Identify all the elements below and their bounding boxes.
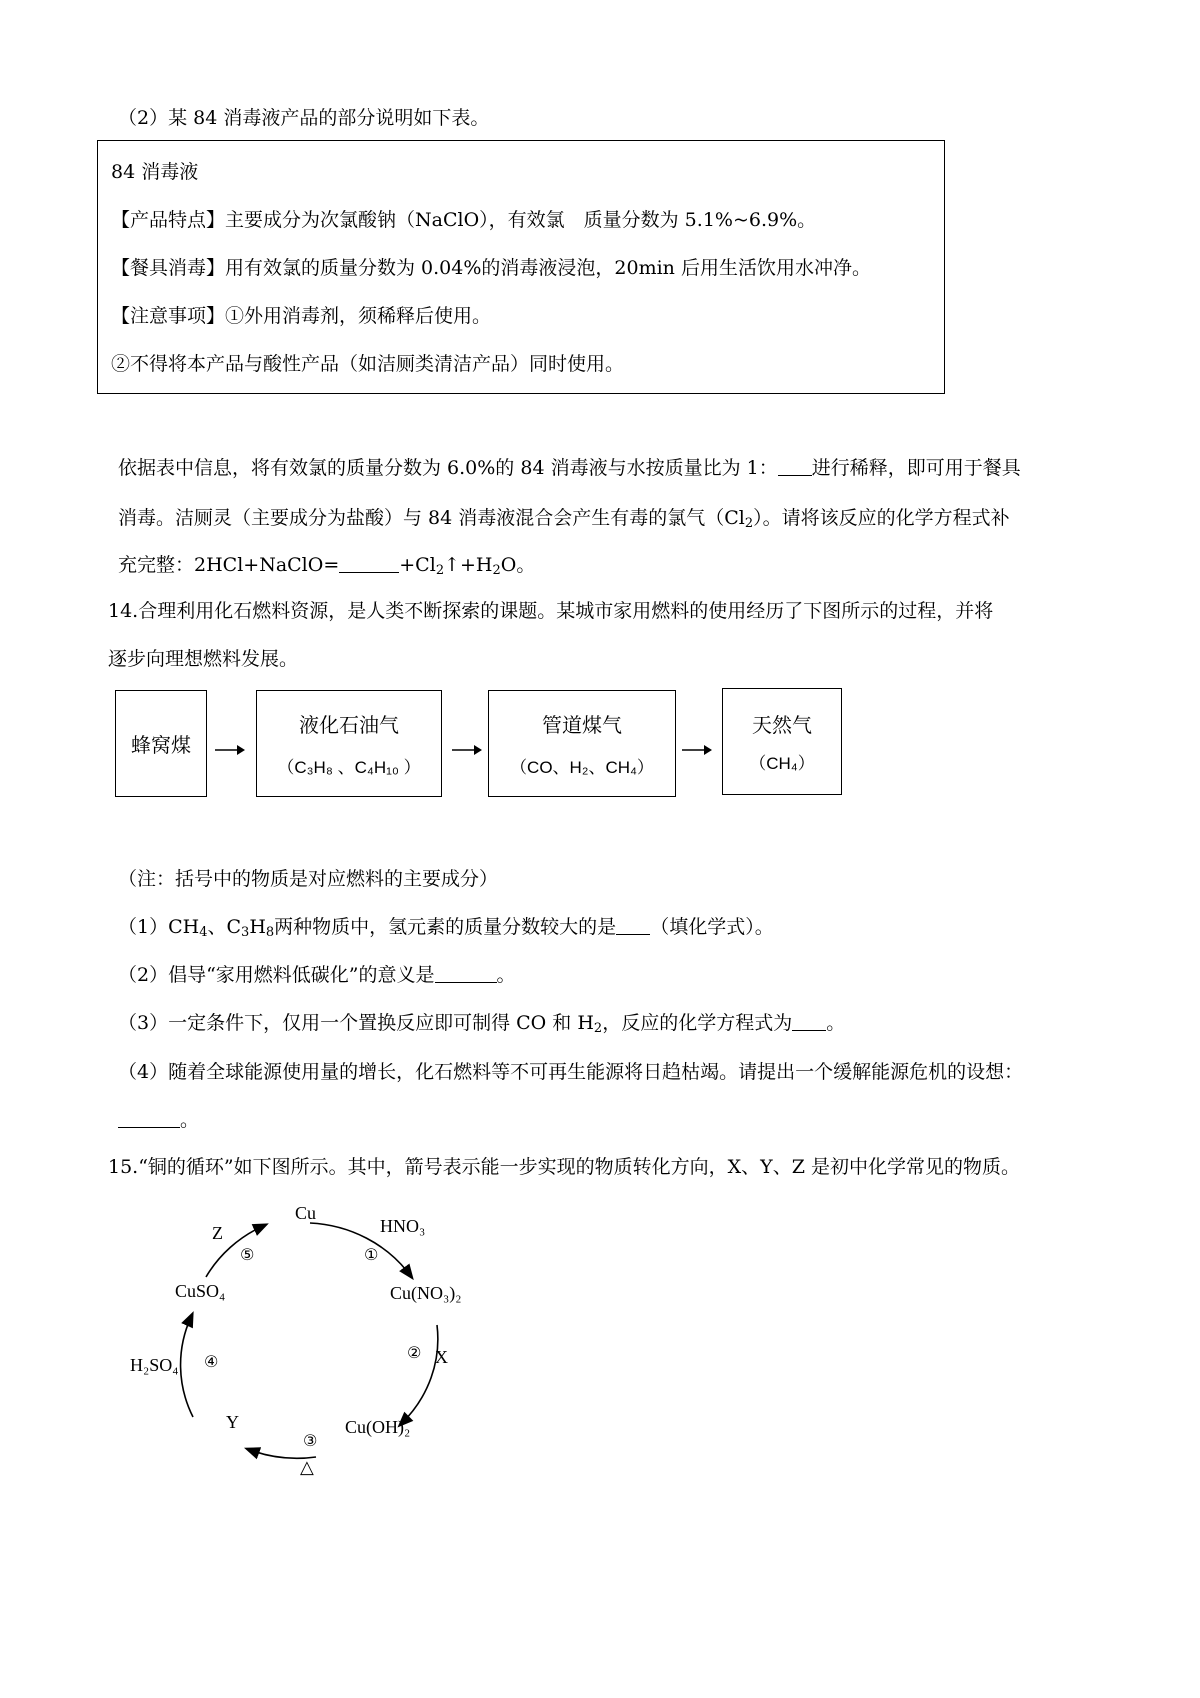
- answer-blank[interactable]: [118, 1109, 180, 1128]
- box-tableware: 【餐具消毒】用有效氯的质量分数为 0.04%的消毒液浸泡，20min 后用生活饮用水冲净。: [111, 257, 871, 279]
- step-5-label: ⑤: [240, 1245, 255, 1264]
- box-notes-2: ②不得将本产品与酸性产品（如洁厕类清洁产品）同时使用。: [111, 353, 625, 375]
- cycle-circle: [120, 1195, 480, 1475]
- step-3-label: ③: [303, 1431, 318, 1450]
- answer-blank[interactable]: [792, 1012, 826, 1031]
- q14-part2: （2）倡导“家用燃料低碳化”的意义是 。: [118, 964, 516, 986]
- step-1-label: ①: [364, 1245, 379, 1264]
- flow-box-pipeline-gas: 管道煤气 （CO、H₂、CH₄）: [488, 690, 676, 797]
- z-label: Z: [212, 1223, 223, 1243]
- flow-box-honeycomb-coal: 蜂窝煤: [115, 690, 207, 797]
- q14-part3: （3）一定条件下，仅用一个置换反应即可制得 CO 和 $H_2$，反应的化学方程式为 。: [118, 1012, 846, 1036]
- answer-blank[interactable]: [778, 457, 812, 476]
- q14-part4-answer: 。: [118, 1108, 199, 1132]
- box-notes-1: 【注意事项】①外用消毒剂，须稀释后使用。: [111, 305, 492, 327]
- hno3-label: HNO₃: [380, 1216, 426, 1236]
- step-4-label: ④: [204, 1352, 219, 1371]
- cuso4-label: CuSO₄: [175, 1281, 226, 1301]
- q14-part4: （4）随着全球能源使用量的增长，化石燃料等不可再生能源将日趋枯竭。请提出一个缓解能源危机的设想：: [118, 1061, 1024, 1083]
- product-info-box: [97, 140, 945, 394]
- x-label: X: [435, 1347, 448, 1367]
- answer-blank[interactable]: [339, 554, 399, 573]
- cu-label: Cu: [295, 1203, 317, 1223]
- q13-part2-intro: （2）某 84 消毒液产品的部分说明如下表。: [118, 107, 490, 129]
- cuoh2-label: Cu(OH)₂: [345, 1417, 411, 1437]
- q13-question-line-1: 依据表中信息，将有效氯的质量分数为 6.0%的 84 消毒液与水按质量比为 1： 进行稀释，即可用于餐具: [118, 457, 1021, 479]
- q14-stem-1: 14.合理利用化石燃料资源，是人类不断探索的课题。某城市家用燃料的使用经历了下图所示的过程，并将: [108, 600, 994, 622]
- flow-arrow-icon: [215, 744, 245, 756]
- heat-label: △: [300, 1457, 314, 1477]
- q13-question-line-3: 充完整：2HCl+NaClO= $+Cl_2↑+H_2O$。: [118, 554, 536, 578]
- q14-part1: $(1)CH_4$、$C_3H_8$两种物质中，氢元素的质量分数较大的是 （填化学式）。: [118, 916, 774, 940]
- q14-note: （注：括号中的物质是对应燃料的主要成分）: [118, 868, 499, 890]
- answer-blank[interactable]: [616, 916, 650, 935]
- q14-stem-2: 逐步向理想燃料发展。: [108, 648, 299, 670]
- y-label: Y: [226, 1412, 239, 1432]
- q13-question-line-2: 消毒。洁厕灵（主要成分为盐酸）与 84 消毒液混合会产生有毒的氯气$(Cl_2)$。请将该反应的化学方程式补: [118, 507, 1010, 531]
- box-feature: 【产品特点】主要成分为次氯酸钠（NaClO），有效氯 质量分数为 5.1%~6.9%。: [111, 209, 817, 231]
- flow-arrow-icon: [682, 744, 712, 756]
- answer-blank[interactable]: [435, 964, 497, 983]
- copper-cycle-diagram: [120, 1195, 480, 1475]
- box-title: 84 消毒液: [111, 161, 199, 183]
- cuno3-label: Cu(NO₃)₂: [390, 1283, 462, 1303]
- flow-arrow-icon: [452, 744, 482, 756]
- flow-box-lpg: 液化石油气 （C₃H₈ 、C₄H₁₀ ）: [256, 690, 442, 797]
- q15-stem: 15.“铜的循环”如下图所示。其中，箭号表示能一步实现的物质转化方向，X、Y、Z 是初中化学常见的物质。: [108, 1156, 1020, 1178]
- step-2-label: ②: [407, 1343, 422, 1362]
- flow-box-natural-gas: 天然气 （CH₄）: [722, 688, 842, 795]
- h2so4-label: H₂SO₄: [130, 1355, 179, 1375]
